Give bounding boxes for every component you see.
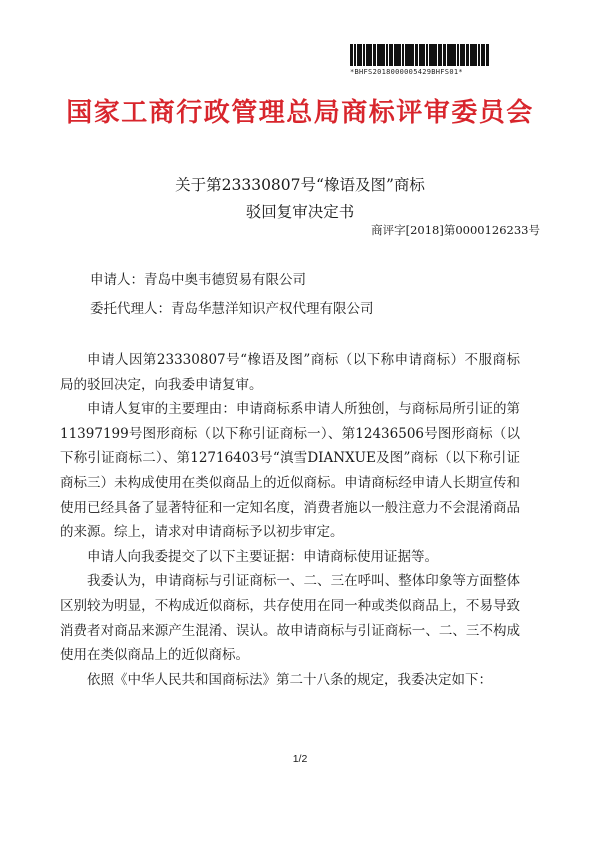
paragraph: 我委认为，申请商标与引证商标一、二、三在呼叫、整体印象等方面整体区别较为明显，不构成近似商标，共存使用在同一种或类似商品上，不易导致消费者对商品来源产生混淆、误认。故申请商标与引证商标一、二、三不构成使用在类似商品上的近似商标。 bbox=[60, 573, 520, 664]
barcode-text: *BHFS2018000005429BHFS01* bbox=[350, 68, 463, 76]
document-number: 商评字[2018]第0000126233号 bbox=[371, 223, 540, 237]
agent-name: 青岛华慧洋知识产权代理有限公司 bbox=[171, 301, 374, 317]
paragraph: 依照《中华人民共和国商标法》第二十八条的规定，我委决定如下： bbox=[87, 671, 492, 688]
paragraph: 申请人向我委提交了以下主要证据：申请商标使用证据等。 bbox=[87, 548, 438, 565]
barcode bbox=[350, 44, 500, 66]
agent-line bbox=[90, 297, 374, 317]
organization-title: 国家工商行政管理总局商标评审委员会 bbox=[66, 98, 534, 128]
applicant-label: 申请人： bbox=[90, 272, 144, 288]
paragraph: 申请人复审的主要理由：申请商标系申请人所独创，与商标局所引证的第11397199号图形商标（以下称引证商标一）、第12436506号图形商标（以下称引证商标二）、第12716403号“滇雪DIANXUE及图”商标（以下称引证商标三）未构成使用在类似商品上的近似商标。申请商标经申请人长期宣传和使用已经具备了显著特征和一定知名度，消费者施以一般注意力不会混淆商品的来源。综上，请求对申请商标予以初步审定。 bbox=[60, 401, 520, 541]
applicant-line bbox=[90, 268, 306, 288]
paragraph: 申请人因第23330807号“橡语及图”商标（以下称申请商标）不服商标局的驳回决定，向我委申请复审。 bbox=[60, 352, 520, 393]
document-title: 关于第23330807号“橡语及图”商标 bbox=[175, 176, 425, 194]
applicant-name: 青岛中奥韦德贸易有限公司 bbox=[144, 272, 306, 288]
page-number: 1/2 bbox=[292, 753, 308, 765]
agent-label: 委托代理人： bbox=[90, 301, 171, 317]
document-subtitle: 驳回复审决定书 bbox=[245, 203, 355, 221]
decision-body bbox=[60, 348, 520, 692]
